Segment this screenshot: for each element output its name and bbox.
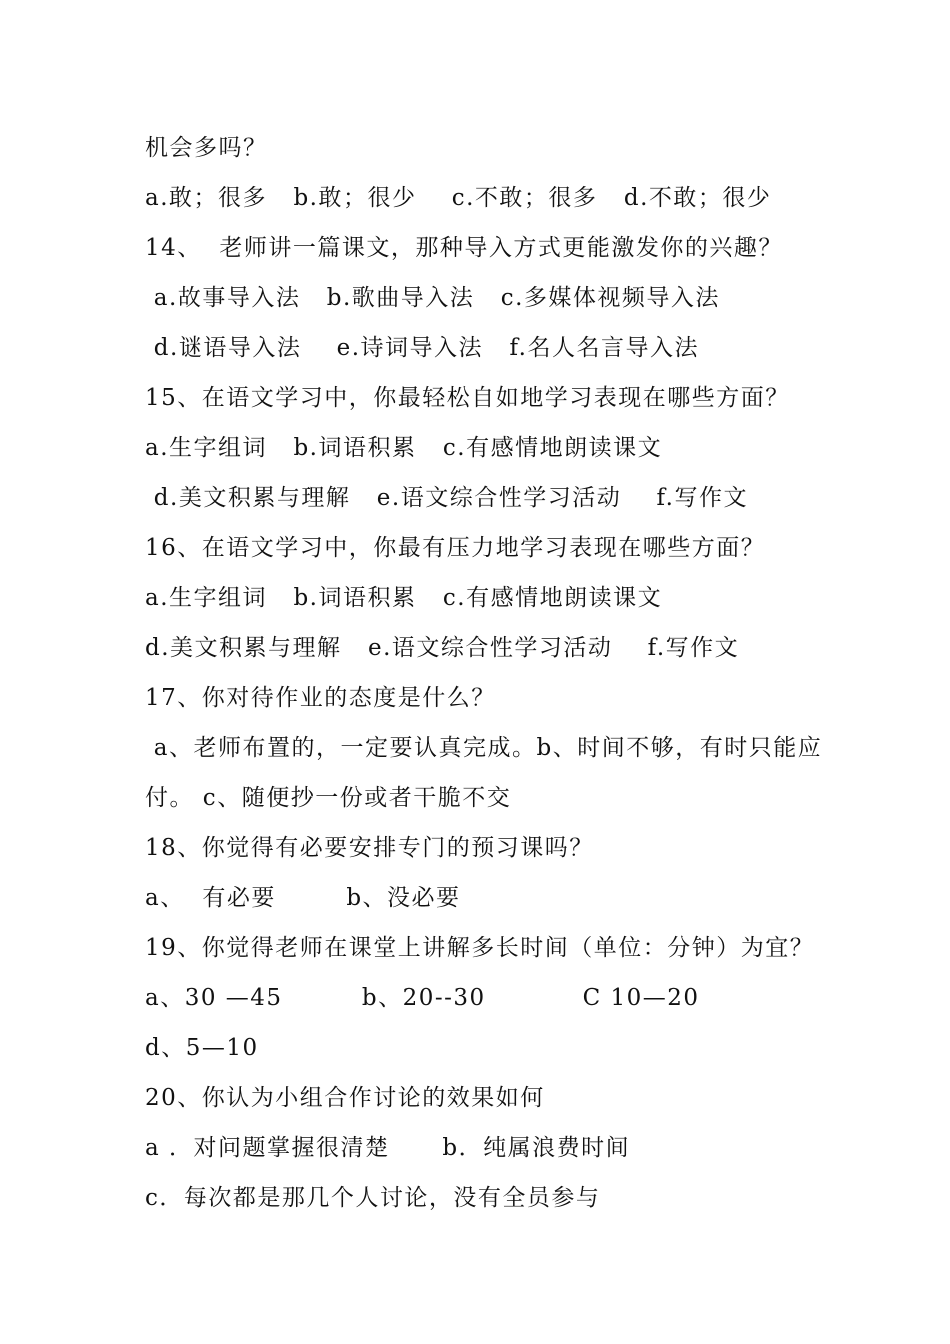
question-15: 15、在语文学习中，你最轻松自如地学习表现在哪些方面？ <box>145 385 790 411</box>
question-18: 18、你觉得有必要安排专门的预习课吗？ <box>145 835 594 861</box>
text-line: a.敢；很多 b.敢；很少 c.不敢；很多 d.不敢；很少 <box>145 185 772 211</box>
text-line: a.故事导入法 b.歌曲导入法 c.多媒体视频导入法 <box>145 285 720 311</box>
question-14: 14、 老师讲一篇课文，那种导入方式更能激发你的兴趣？ <box>145 235 783 261</box>
text-line: a、老师布置的，一定要认真完成。b、时间不够，有时只能应 <box>145 735 823 761</box>
text-line: d.谜语导入法 e.诗词导入法 f.名人名言导入法 <box>145 335 699 361</box>
question-20: 20、你认为小组合作讨论的效果如何 <box>145 1085 545 1111</box>
text-line: a、30 —45 b、20--30 C 10—20 <box>145 985 700 1011</box>
text-line: 机会多吗？ <box>145 135 268 161</box>
text-line: 付。 c、随便抄一份或者干脆不交 <box>145 785 512 811</box>
text-line: a、 有必要 b、没必要 <box>145 885 461 911</box>
text-line: d.美文积累与理解 e.语文综合性学习活动 f.写作文 <box>145 635 740 661</box>
question-17: 17、你对待作业的态度是什么？ <box>145 685 496 711</box>
text-line: d、5—10 <box>145 1035 259 1061</box>
text-line: d.美文积累与理解 e.语文综合性学习活动 f.写作文 <box>145 485 748 511</box>
text-line: c．每次都是那几个人讨论，没有全员参与 <box>145 1185 601 1211</box>
text-line: a.生字组词 b.词语积累 c.有感情地朗读课文 <box>145 435 663 461</box>
text-line: a ．对问题掌握很清楚 b．纯属浪费时间 <box>145 1135 631 1161</box>
question-19: 19、你觉得老师在课堂上讲解多长时间（单位：分钟）为宜？ <box>145 935 815 961</box>
question-16: 16、在语文学习中，你最有压力地学习表现在哪些方面？ <box>145 535 766 561</box>
text-line: a.生字组词 b.词语积累 c.有感情地朗读课文 <box>145 585 663 611</box>
